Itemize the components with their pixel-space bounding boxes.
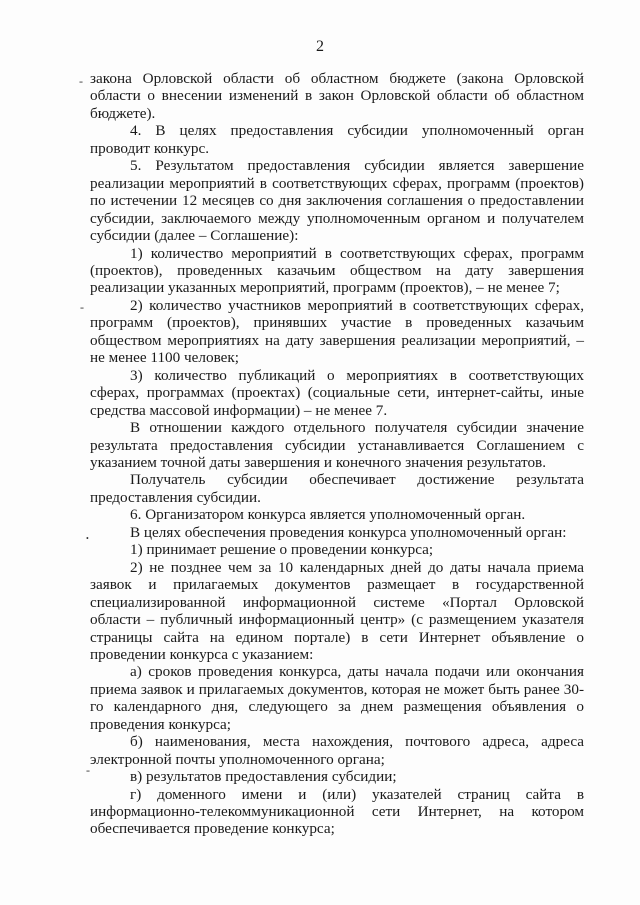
paragraph: 2) не позднее чем за 10 календарных дней до даты начала приема заявок и прилагаемых документов размещает в государственной специализированной информационной системе «Портал Орловской области – публичный информационный центр» (с размещением указателя страницы сайта на едином портале) в сети Интернет объявление о проведении конкурса с указанием: bbox=[90, 558, 584, 663]
paragraph: 2) количество участников мероприятий в соответствующих сферах, программ (проектов), принявших участие в проведенных казачьим обществом мероприятиях на дату завершения реализации мероприятий, – не менее 1100 человек; bbox=[90, 296, 584, 367]
document-body bbox=[90, 70, 584, 838]
scan-mark: - bbox=[79, 74, 83, 88]
paragraph: 3) количество публикаций о мероприятиях в соответствующих сферах, программах (проектах) (социальные сети, интернет-сайты, иные средства массовой информации) – не менее 7. bbox=[90, 366, 584, 419]
page-number: 2 bbox=[316, 38, 324, 55]
paragraph: 5. Результатом предоставления субсидии является завершение реализации мероприятий в соответствующих сферах, программ (проектов) по истечении 12 месяцев со дня заключения соглашения о предоставлении субсидии, заключаемого между уполномоченным органом и получателем субсидии (далее – Соглашение): bbox=[90, 157, 584, 245]
paragraph: закона Орловской области об областном бюджете (закона Орловской области о внесении изменений в закон Орловской области об областном бюджете). bbox=[90, 70, 584, 122]
paragraph: В целях обеспечения проведения конкурса уполномоченный орган: bbox=[130, 523, 567, 541]
paragraph: в) результатов предоставления субсидии; bbox=[130, 768, 397, 786]
paragraph: 6. Организатором конкурса является уполномоченный орган. bbox=[130, 506, 526, 524]
scan-mark: • bbox=[86, 534, 89, 543]
paragraph: 1) принимает решение о проведении конкурса; bbox=[130, 541, 434, 559]
paragraph: Получатель субсидии обеспечивает достижение результата предоставления субсидии. bbox=[90, 471, 584, 506]
paragraph: 1) количество мероприятий в соответствующих сферах, программ (проектов), проведенных казачьим обществом на дату завершения реализации указанных мероприятий, программ (проектов), – не менее 7; bbox=[90, 244, 584, 297]
paragraph: В отношении каждого отдельного получателя субсидии значение результата предоставления субсидии устанавливается Соглашением с указанием точной даты завершения и конечного значения результатов. bbox=[90, 419, 584, 471]
paragraph: а) сроков проведения конкурса, даты начала подачи или окончания приема заявок и прилагаемых документов, которая не может быть ранее 30-го календарного дня, следующего за днем размещения объявления о проведения конкурса; bbox=[90, 663, 584, 733]
paragraph: 4. В целях предоставления субсидии уполномоченный орган проводит конкурс. bbox=[90, 122, 584, 157]
scan-mark: - bbox=[80, 300, 84, 314]
scan-mark: - bbox=[86, 763, 90, 777]
paragraph: г) доменного имени и (или) указателей страниц сайта в информационно-телекоммуникационной сети Интернет, на котором обеспечивается проведение конкурса; bbox=[90, 785, 584, 838]
paragraph: б) наименования, места нахождения, почтового адреса, адреса электронной почты уполномоченного органа; bbox=[90, 733, 584, 768]
